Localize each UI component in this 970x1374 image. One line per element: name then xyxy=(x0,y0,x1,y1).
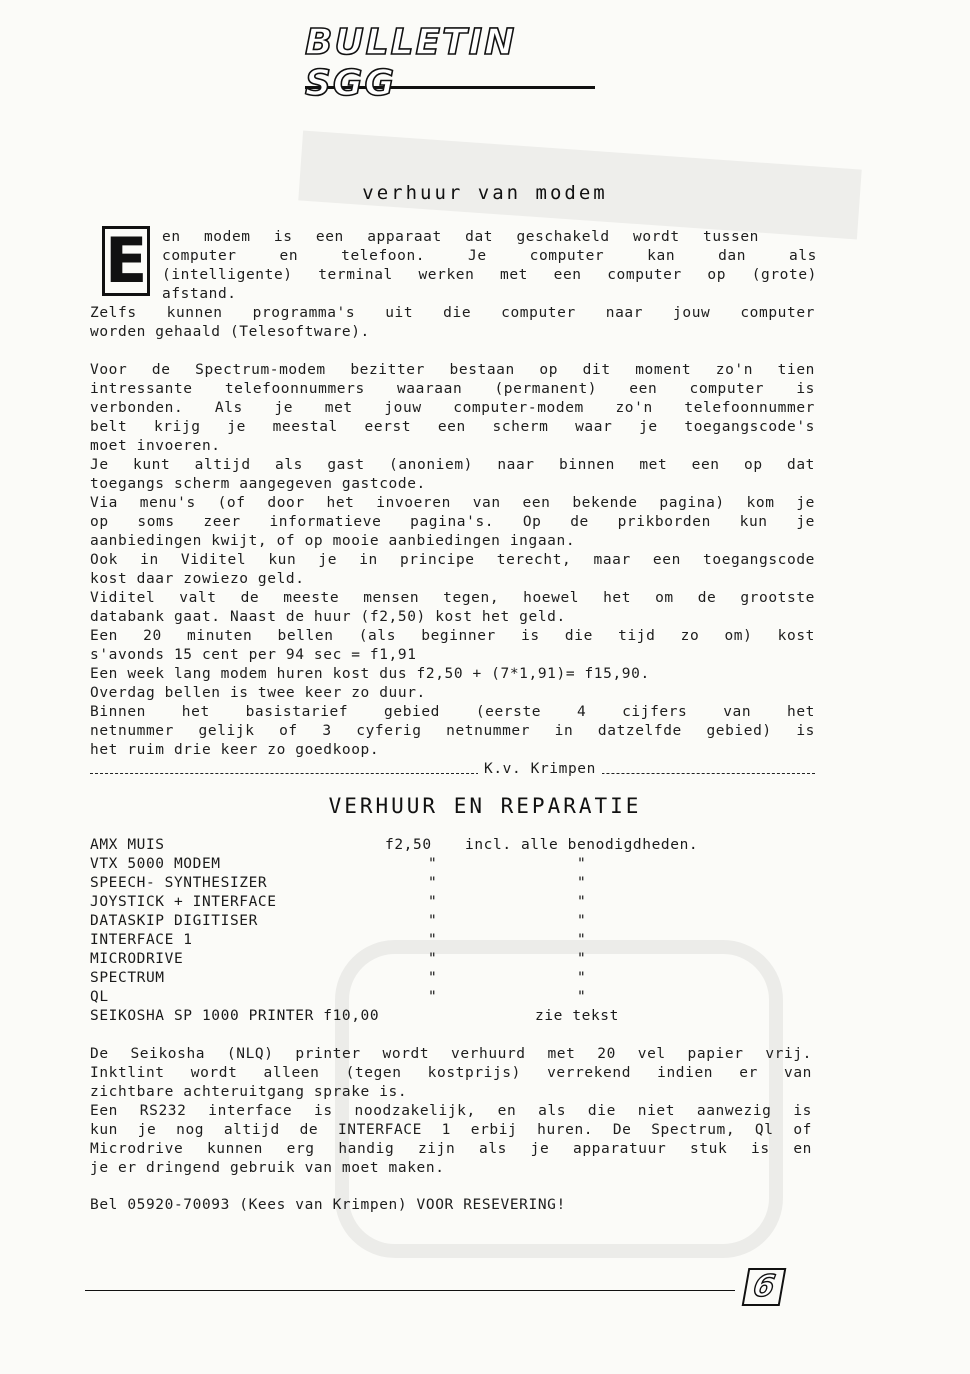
article-line: Ook in Viditel kun je in principe terecht, maar een toegangscode xyxy=(90,552,815,568)
price-item-price: " xyxy=(428,894,438,910)
price-item-price: " xyxy=(428,913,438,929)
price-item-note: zie tekst xyxy=(535,1008,619,1024)
article-line: toegangs scherm aangegeven gastcode. xyxy=(90,476,426,492)
price-item-name: DATASKIP DIGITISER xyxy=(90,913,258,929)
price-item-name: SPEECH- SYNTHESIZER xyxy=(90,875,268,891)
footer-rule xyxy=(85,1290,735,1291)
article-line: Viditel valt de meeste mensen tegen, hoewel het om de grootste xyxy=(90,590,815,606)
price-item-price: " xyxy=(428,970,438,986)
article-line: databank gaat. Naast de huur (f2,50) kost het geld. xyxy=(90,609,566,625)
article-line: je er dringend gebruik van moet maken. xyxy=(90,1160,445,1176)
article-title-rental: VERHUUR EN REPARATIE xyxy=(328,794,642,818)
price-item-note: " xyxy=(577,970,587,986)
article-line: s'avonds 15 cent per 94 sec = f1,91 xyxy=(90,647,417,663)
price-item-name: AMX MUIS xyxy=(90,837,165,853)
article-line: het ruim drie keer zo goedkoop. xyxy=(90,742,380,758)
article-line: Via menu's (of door het invoeren van een bekende pagina) kom je xyxy=(90,495,815,511)
price-item-note: " xyxy=(577,951,587,967)
drop-cap: E xyxy=(102,226,150,296)
price-item-price: " xyxy=(428,951,438,967)
article-title-modem: verhuur van modem xyxy=(362,182,608,204)
price-item-price: " xyxy=(428,932,438,948)
signature-rule xyxy=(90,773,815,774)
article-line: De Seikosha (NLQ) printer wordt verhuurd met 20 vel papier vrij. xyxy=(90,1046,812,1062)
price-item-name: QL xyxy=(90,989,109,1005)
price-item-price: " xyxy=(428,856,438,872)
article-line: kost daar zowiezo geld. xyxy=(90,571,305,587)
article-line: zichtbare achteruitgang sprake is. xyxy=(90,1084,408,1100)
article-line: Je kunt altijd als gast (anoniem) naar binnen met een op dat xyxy=(90,457,815,473)
article-line: op soms zeer informatieve pagina's. Op de prikborden kun je xyxy=(90,514,815,530)
article-line: Zelfs kunnen programma's uit die computer naar jouw computer xyxy=(90,305,815,321)
price-item-name: SPECTRUM xyxy=(90,970,165,986)
price-item-note: " xyxy=(577,875,587,891)
article-line: Overdag bellen is twee keer zo duur. xyxy=(90,685,426,701)
article-line: Binnen het basistarief gebied (eerste 4 cijfers van het xyxy=(90,704,815,720)
price-item-price: " xyxy=(428,989,438,1005)
price-item-name: INTERFACE 1 xyxy=(90,932,193,948)
signature: K.v. Krimpen xyxy=(478,760,602,779)
price-item-note: " xyxy=(577,913,587,929)
price-item-price: " xyxy=(428,875,438,891)
price-item-name: SEIKOSHA SP 1000 PRINTER f10,00 xyxy=(90,1008,380,1024)
article-line: belt krijg je meestal eerst een scherm waar je toegangscode's xyxy=(90,419,815,435)
article-line: worden gehaald (Telesoftware). xyxy=(90,324,370,340)
article-line: computer en telefoon. Je computer kan dan als xyxy=(162,248,817,264)
price-item-note: " xyxy=(577,989,587,1005)
article-line: Inktlint wordt alleen (tegen kostprijs) verrekend indien er van xyxy=(90,1065,812,1081)
article-line: afstand. xyxy=(162,286,237,302)
price-item-note: " xyxy=(577,856,587,872)
article-line: aanbiedingen kwijt, of op mooie aanbiedingen ingaan. xyxy=(90,533,576,549)
price-item-price: f2,50 xyxy=(385,837,432,853)
bulletin-masthead: BULLETIN SGG xyxy=(305,40,595,89)
article-line: kun je nog altijd de INTERFACE 1 erbij huren. De Spectrum, Ql of xyxy=(90,1122,812,1138)
price-item-note: " xyxy=(577,894,587,910)
article-line: Een RS232 interface is noodzakelijk, en als die niet aanwezig is xyxy=(90,1103,812,1119)
price-item-name: JOYSTICK + INTERFACE xyxy=(90,894,277,910)
price-item-note: " xyxy=(577,932,587,948)
article-line: verbonden. Als je met jouw computer-modem zo'n telefoonnummer xyxy=(90,400,815,416)
article-line: (intelligente) terminal werken met een computer op (grote) xyxy=(162,267,817,283)
article-line: netnummer gelijk of 3 cyferig netnummer in datzelfde gebied) is xyxy=(90,723,815,739)
price-item-name: MICRODRIVE xyxy=(90,951,184,967)
price-item-note: incl. alle benodigdheden. xyxy=(465,837,699,853)
article-line: Microdrive kunnen erg handig zijn als je apparatuur stuk is en xyxy=(90,1141,812,1157)
page-number: 6 xyxy=(742,1268,787,1306)
article-line: en modem is een apparaat dat geschakeld wordt tussen xyxy=(162,229,759,245)
article-line: moet invoeren. xyxy=(90,438,221,454)
article-line: Voor de Spectrum-modem bezitter bestaan op dit moment zo'n tien xyxy=(90,362,815,378)
contact-line: Bel 05920-70093 (Kees van Krimpen) VOOR RESEVERING! xyxy=(90,1197,566,1213)
article-line: Een week lang modem huren kost dus f2,50 + (7*1,91)= f15,90. xyxy=(90,666,650,682)
price-item-name: VTX 5000 MODEM xyxy=(90,856,221,872)
article-line: intressante telefoonnummers waaraan (permanent) een computer is xyxy=(90,381,815,397)
article-line: Een 20 minuten bellen (als beginner is die tijd zo om) kost xyxy=(90,628,815,644)
